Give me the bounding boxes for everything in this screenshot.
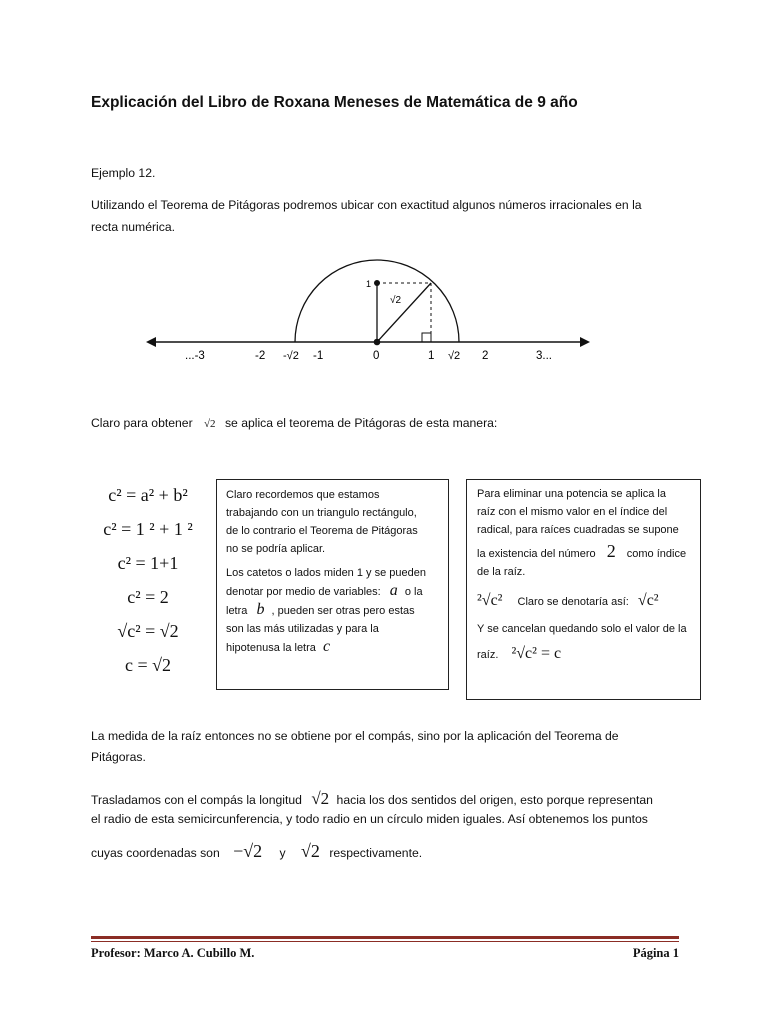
claro-before: Claro para obtener [91, 416, 193, 430]
intro-line-2: recta numérica. [91, 220, 175, 234]
variable-b: b [256, 601, 265, 618]
equation-5: √c² = √2 [117, 621, 179, 641]
arrow-left-icon [146, 337, 156, 347]
final-expression: ²√c² = c [511, 645, 562, 662]
explanation-box-2 [466, 479, 701, 700]
para2-text: cuyas coordenadas son [91, 846, 220, 860]
para2-text: Trasladamos con el compás la longitud [91, 793, 302, 807]
right-angle-mark [422, 333, 431, 342]
box1-text: hipotenusa la letra [226, 642, 316, 654]
box1-line: son las más utilizadas y para la [226, 623, 379, 635]
box2-line: Para eliminar una potencia se aplica la [477, 488, 666, 500]
radical-expression: ²√c² [477, 592, 503, 609]
tick-label: 2 [482, 350, 489, 362]
pos-sqrt2: √2 [301, 841, 320, 861]
explanation-box-1 [216, 479, 449, 690]
box1-line [226, 601, 439, 620]
footer-rule-thin [91, 941, 679, 942]
box1-text: , pueden ser otras pero estas [271, 605, 415, 617]
sqrt2-inline: √2 [311, 789, 330, 808]
box2-line: Y se cancelan quedando solo el valor de la [477, 623, 687, 635]
box1-line [226, 638, 439, 657]
box1-text: letra [226, 605, 248, 617]
box1-line: Los catetos o lados miden 1 y se pueden [226, 567, 426, 579]
footer-page-number: Página 1 [632, 946, 679, 960]
footer-author: Profesor: Marco A. Cubillo M. [91, 946, 255, 960]
height-label: 1 [366, 279, 372, 289]
equation-1: c² = a² + b² [108, 485, 188, 505]
box2-text: Claro se denotaría así: [517, 596, 629, 608]
box1-line: de lo contrario el Teorema de Pitágoras [226, 525, 418, 537]
top-point [374, 280, 380, 286]
tick-label: 3... [536, 350, 552, 362]
box1-text: denotar por medio de variables: [226, 586, 381, 598]
equation-2: c² = 1 ² + 1 ² [103, 519, 193, 539]
box2-text: la existencia del número [477, 548, 596, 560]
para2-text: respectivamente. [329, 846, 423, 860]
page-title: Explicación del Libro de Roxana Meneses de Matemática de 9 año [91, 94, 578, 111]
para2-line-3 [91, 838, 422, 866]
arrow-right-icon [580, 337, 590, 347]
para1-line-2: Pitágoras. [91, 750, 146, 764]
para1-line-1: La medida de la raíz entonces no se obtiene por el compás, sino por la aplicación del Teorema de [91, 729, 619, 743]
equation-column [88, 478, 208, 682]
footer-rule [91, 936, 679, 939]
box1-line: no se podría aplicar. [226, 543, 326, 555]
equation-6: c = √2 [124, 655, 172, 675]
tick-label: -√2 [283, 350, 299, 362]
box2-text: raíz. [477, 649, 499, 661]
box2-text: como índice [626, 548, 687, 560]
claro-line [91, 412, 497, 435]
origin-point [374, 339, 381, 346]
tick-label: √2 [448, 350, 461, 362]
neg-sqrt2: −√2 [233, 841, 263, 861]
para2-text: y [279, 846, 286, 860]
sqrt-expression: √c² [637, 592, 659, 609]
box2-line [477, 542, 690, 563]
box1-line: Claro recordemos que estamos [226, 489, 380, 501]
tick-label: -1 [313, 350, 324, 362]
sqrt2-symbol: √2 [204, 418, 216, 430]
box2-line: radical, para raíces cuadradas se supone [477, 524, 679, 536]
equation-4: c² = 2 [127, 587, 169, 607]
equation-3: c² = 1+1 [117, 553, 179, 573]
box2-line [477, 589, 690, 614]
example-label: Ejemplo 12. [91, 166, 156, 180]
variable-a: a [389, 582, 398, 599]
box1-text: o la [404, 586, 423, 598]
box2-line: de la raíz. [477, 566, 526, 578]
intro-line-1: Utilizando el Teorema de Pitágoras podremos ubicar con exactitud algunos números irracionales en la [91, 198, 642, 212]
box2-line: raíz con el mismo valor en el índice del [477, 506, 668, 518]
index-number: 2 [606, 541, 616, 561]
claro-after: se aplica el teorema de Pitágoras de esta manera: [224, 416, 498, 430]
para2-text: hacia los dos sentidos del origen, esto porque representan [336, 793, 653, 807]
box1-line [226, 582, 439, 601]
box2-line [477, 642, 690, 667]
hypotenuse-label: √2 [390, 295, 402, 306]
tick-label: ...-3 [185, 350, 205, 362]
tick-label: -2 [255, 350, 266, 362]
tick-label: 1 [428, 350, 435, 362]
number-line-figure [0, 0, 768, 380]
box1-line: trabajando con un triangulo rectángulo, [226, 507, 417, 519]
para2-line-2: el radio de esta semicircunferencia, y todo radio en un círculo miden iguales. Así obtenemos los puntos [91, 812, 648, 826]
tick-label: 0 [373, 350, 380, 362]
variable-c: c [322, 638, 331, 655]
